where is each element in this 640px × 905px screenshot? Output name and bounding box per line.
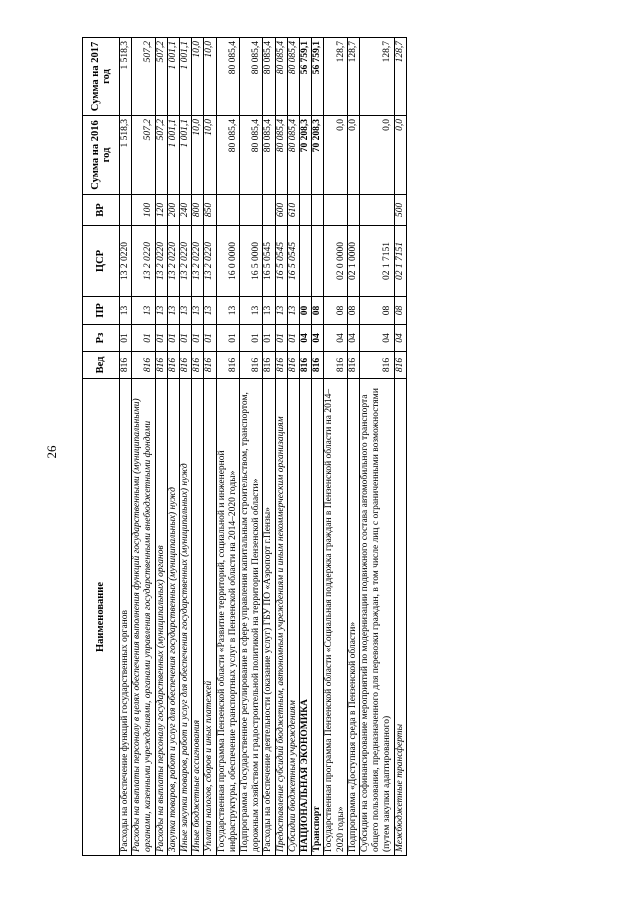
cell-pr: 13 xyxy=(240,297,263,325)
cell-pr: 13 xyxy=(204,297,216,325)
cell-vr xyxy=(347,195,359,226)
header-ved: Вед xyxy=(83,352,120,379)
cell-rz: 01 xyxy=(155,325,167,352)
header-vr: ВР xyxy=(83,195,120,226)
cell-csr: 13 2 0220 xyxy=(204,226,216,297)
cell-name: Расходы на выплаты персоналу государственных (муниципальных) органов xyxy=(155,379,167,856)
cell-sum-2016: 80 085,4 xyxy=(287,116,299,195)
cell-vr: 800 xyxy=(192,195,204,226)
cell-rz: 04 xyxy=(347,325,359,352)
table-row xyxy=(324,38,347,856)
cell-vr xyxy=(216,195,239,226)
cell-vr xyxy=(324,195,347,226)
table-row xyxy=(312,38,324,856)
cell-ved: 816 xyxy=(192,352,204,379)
cell-sum-2017: 80 085,4 xyxy=(240,38,263,116)
rotated-table-container xyxy=(82,38,602,856)
table-row xyxy=(275,38,287,856)
cell-pr: 08 xyxy=(347,297,359,325)
cell-vr: 600 xyxy=(275,195,287,226)
cell-rz: 01 xyxy=(120,325,132,352)
cell-sum-2017: 10,0 xyxy=(192,38,204,116)
cell-rz: 01 xyxy=(180,325,192,352)
cell-rz: 01 xyxy=(192,325,204,352)
table-row xyxy=(216,38,239,856)
cell-sum-2017: 56 759,1 xyxy=(300,38,312,116)
cell-csr: 16 5 0000 xyxy=(240,226,263,297)
cell-csr: 13 2 0220 xyxy=(192,226,204,297)
cell-csr: 13 2 0220 xyxy=(155,226,167,297)
cell-name: Расходы на выплаты персоналу в целях обеспечения выполнения функций государственными (муниципальными) органами, казенными учреждениями, органами управления государственными внебюджетными фондами xyxy=(132,379,155,856)
cell-rz: 01 xyxy=(275,325,287,352)
cell-sum-2017: 507,2 xyxy=(155,38,167,116)
cell-csr xyxy=(300,226,312,297)
cell-ved: 816 xyxy=(155,352,167,379)
cell-csr: 02 1 7151 xyxy=(360,226,395,297)
header-sum-2016: Сумма на 2016 год xyxy=(83,116,120,195)
cell-name: Расходы на обеспечение функций государственных органов xyxy=(120,379,132,856)
cell-name: Подпрограмма «Государственное регулирование в сфере управления капитальным строительством, транспортом, дорожным хозяйством и градостроительной политикой на территории Пензенской области» xyxy=(240,379,263,856)
header-pr: ПР xyxy=(83,297,120,325)
cell-ved: 816 xyxy=(132,352,155,379)
cell-rz: 04 xyxy=(300,325,312,352)
table-row xyxy=(240,38,263,856)
cell-sum-2016: 1 001,1 xyxy=(167,116,179,195)
cell-pr: 08 xyxy=(312,297,324,325)
cell-ved: 816 xyxy=(312,352,324,379)
cell-csr: 16 5 0545 xyxy=(275,226,287,297)
cell-vr: 200 xyxy=(167,195,179,226)
cell-sum-2017: 1 518,3 xyxy=(120,38,132,116)
cell-sum-2016: 10,0 xyxy=(192,116,204,195)
cell-pr: 13 xyxy=(180,297,192,325)
table-row xyxy=(347,38,359,856)
cell-name: Расходы на обеспечение деятельности (оказание услуг) ГБУ ПО «Аэропорт г.Пензы» xyxy=(263,379,275,856)
cell-vr xyxy=(300,195,312,226)
cell-name: Субсидии на софинансирование мероприятий по модернизации подвижного состава автомобильного транспорта общего пользования, предназначенного для перевозки граждан, в том числе лиц с ограниченными возможностями (путем закупки адаптированного) xyxy=(360,379,395,856)
cell-rz: 04 xyxy=(360,325,395,352)
cell-sum-2016: 0,0 xyxy=(394,116,406,195)
cell-vr: 500 xyxy=(394,195,406,226)
cell-name: Подпрограмма «Доступная среда в Пензенской области» xyxy=(347,379,359,856)
cell-sum-2016: 10,0 xyxy=(204,116,216,195)
cell-sum-2016: 507,2 xyxy=(132,116,155,195)
cell-ved: 816 xyxy=(216,352,239,379)
cell-name: НАЦИОНАЛЬНАЯ ЭКОНОМИКА xyxy=(300,379,312,856)
cell-ved: 816 xyxy=(300,352,312,379)
cell-ved: 816 xyxy=(394,352,406,379)
cell-sum-2016: 0,0 xyxy=(347,116,359,195)
cell-sum-2017: 80 085,4 xyxy=(216,38,239,116)
cell-sum-2016: 80 085,4 xyxy=(216,116,239,195)
cell-ved: 816 xyxy=(275,352,287,379)
cell-name: Государственная программа Пензенской области «Социальная поддержка граждан в Пензенской области на 2014–2020 годы» xyxy=(324,379,347,856)
cell-csr: 13 2 0220 xyxy=(180,226,192,297)
page-number: 26 xyxy=(44,445,59,459)
cell-rz: 01 xyxy=(167,325,179,352)
cell-vr xyxy=(263,195,275,226)
table-row xyxy=(263,38,275,856)
cell-sum-2017: 507,2 xyxy=(132,38,155,116)
cell-name: Субсидии бюджетным учреждениям xyxy=(287,379,299,856)
cell-sum-2017: 80 085,4 xyxy=(263,38,275,116)
cell-csr: 13 2 0220 xyxy=(132,226,155,297)
cell-sum-2016: 70 208,3 xyxy=(300,116,312,195)
cell-pr: 13 xyxy=(120,297,132,325)
cell-rz: 01 xyxy=(263,325,275,352)
cell-ved: 816 xyxy=(347,352,359,379)
budget-table xyxy=(82,37,407,856)
cell-csr: 13 2 0220 xyxy=(167,226,179,297)
cell-pr: 13 xyxy=(192,297,204,325)
cell-ved: 816 xyxy=(180,352,192,379)
cell-name: Предоставление субсидий бюджетным, автономным учреждениям и иным некоммерческим организациям xyxy=(275,379,287,856)
cell-vr: 240 xyxy=(180,195,192,226)
cell-pr: 13 xyxy=(167,297,179,325)
cell-pr: 13 xyxy=(216,297,239,325)
table-row xyxy=(180,38,192,856)
table-row xyxy=(394,38,406,856)
cell-name: Иные бюджетные ассигнования xyxy=(192,379,204,856)
cell-name: Уплата налогов, сборов и иных платежей xyxy=(204,379,216,856)
cell-ved: 816 xyxy=(240,352,263,379)
cell-sum-2017: 80 085,4 xyxy=(287,38,299,116)
cell-sum-2016: 0,0 xyxy=(360,116,395,195)
cell-csr: 16 5 0545 xyxy=(287,226,299,297)
cell-csr: 02 1 0000 xyxy=(347,226,359,297)
cell-rz: 01 xyxy=(216,325,239,352)
table-row xyxy=(167,38,179,856)
header-csr: ЦСР xyxy=(83,226,120,297)
cell-pr: 13 xyxy=(155,297,167,325)
cell-ved: 816 xyxy=(204,352,216,379)
cell-name: Государственная программа Пензенской области «Развитие территорий, социальной и инженерной инфраструктуры, обеспечение транспортных услуг в Пензенской области на 2014–2020 годы» xyxy=(216,379,239,856)
cell-pr: 13 xyxy=(275,297,287,325)
cell-sum-2016: 0,0 xyxy=(324,116,347,195)
cell-pr: 08 xyxy=(324,297,347,325)
table-row xyxy=(204,38,216,856)
cell-rz: 01 xyxy=(204,325,216,352)
table-row xyxy=(287,38,299,856)
cell-vr: 850 xyxy=(204,195,216,226)
cell-vr xyxy=(240,195,263,226)
cell-vr: 100 xyxy=(132,195,155,226)
cell-sum-2016: 507,2 xyxy=(155,116,167,195)
cell-pr: 13 xyxy=(263,297,275,325)
cell-pr: 08 xyxy=(360,297,395,325)
cell-sum-2016: 80 085,4 xyxy=(240,116,263,195)
cell-vr: 120 xyxy=(155,195,167,226)
cell-sum-2017: 128,7 xyxy=(360,38,395,116)
table-row xyxy=(360,38,395,856)
cell-csr: 02 0 0000 xyxy=(324,226,347,297)
cell-pr: 00 xyxy=(300,297,312,325)
cell-sum-2016: 80 085,4 xyxy=(275,116,287,195)
table-row xyxy=(192,38,204,856)
cell-sum-2017: 128,7 xyxy=(347,38,359,116)
cell-rz: 04 xyxy=(324,325,347,352)
cell-sum-2016: 70 208,3 xyxy=(312,116,324,195)
table-row xyxy=(155,38,167,856)
table-row xyxy=(300,38,312,856)
table-row xyxy=(120,38,132,856)
cell-pr: 13 xyxy=(287,297,299,325)
cell-csr: 02 1 7151 xyxy=(394,226,406,297)
cell-rz: 04 xyxy=(312,325,324,352)
cell-csr xyxy=(312,226,324,297)
cell-name: Межбюджетные трансферты xyxy=(394,379,406,856)
cell-pr: 08 xyxy=(394,297,406,325)
cell-sum-2017: 1 001,1 xyxy=(180,38,192,116)
cell-rz: 04 xyxy=(394,325,406,352)
cell-ved: 816 xyxy=(120,352,132,379)
cell-name: Транспорт xyxy=(312,379,324,856)
cell-ved: 816 xyxy=(287,352,299,379)
cell-ved: 816 xyxy=(263,352,275,379)
cell-sum-2017: 56 759,1 xyxy=(312,38,324,116)
cell-ved: 816 xyxy=(167,352,179,379)
cell-name: Закупка товаров, работ и услуг для обеспечения государственных (муниципальных) нужд xyxy=(167,379,179,856)
cell-sum-2017: 80 085,4 xyxy=(275,38,287,116)
table-header-row xyxy=(83,38,120,856)
cell-sum-2017: 128,7 xyxy=(394,38,406,116)
header-rz: Рз xyxy=(83,325,120,352)
table-row xyxy=(132,38,155,856)
cell-rz: 01 xyxy=(287,325,299,352)
cell-vr xyxy=(360,195,395,226)
cell-ved: 816 xyxy=(360,352,395,379)
cell-rz: 01 xyxy=(240,325,263,352)
header-sum-2017: Сумма на 2017 год xyxy=(83,38,120,116)
cell-sum-2017: 10,0 xyxy=(204,38,216,116)
header-name: Наименование xyxy=(83,379,120,856)
cell-vr: 610 xyxy=(287,195,299,226)
cell-sum-2016: 1 518,3 xyxy=(120,116,132,195)
cell-vr xyxy=(312,195,324,226)
cell-sum-2017: 1 001,1 xyxy=(167,38,179,116)
cell-csr: 16 5 0545 xyxy=(263,226,275,297)
cell-sum-2017: 128,7 xyxy=(324,38,347,116)
cell-pr: 13 xyxy=(132,297,155,325)
cell-name: Иные закупки товаров, работ и услуг для обеспечения государственных (муниципальных) нужд xyxy=(180,379,192,856)
cell-csr: 16 0 0000 xyxy=(216,226,239,297)
cell-vr xyxy=(120,195,132,226)
cell-rz: 01 xyxy=(132,325,155,352)
cell-ved: 816 xyxy=(324,352,347,379)
cell-sum-2016: 80 085,4 xyxy=(263,116,275,195)
cell-csr: 13 2 0220 xyxy=(120,226,132,297)
cell-sum-2016: 1 001,1 xyxy=(180,116,192,195)
